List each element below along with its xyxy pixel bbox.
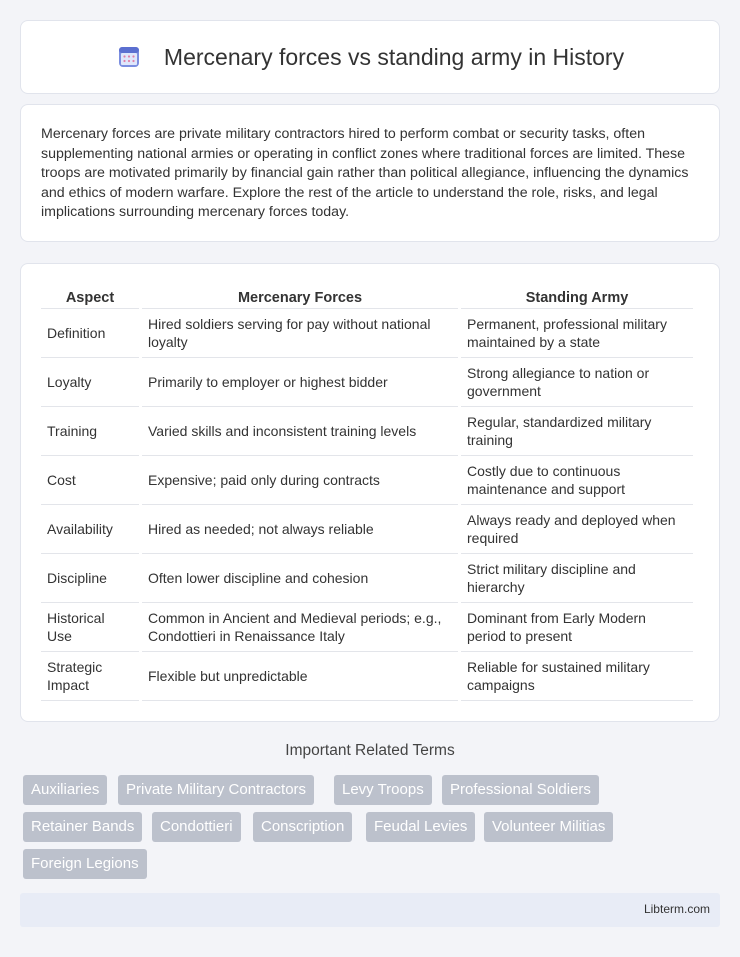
comparison-table-card xyxy=(20,263,720,722)
cell-aspect: Historical Use xyxy=(41,603,139,652)
cell-standing-army: Costly due to continuous maintenance and support xyxy=(461,456,693,505)
column-header-mercenary-forces: Mercenary Forces xyxy=(142,284,458,309)
column-header-standing-army: Standing Army xyxy=(461,284,693,309)
table-row xyxy=(41,456,693,505)
related-term-tag[interactable]: Levy Troops xyxy=(334,775,432,805)
related-term-tag[interactable]: Retainer Bands xyxy=(23,812,142,842)
table-row xyxy=(41,309,693,358)
table-row xyxy=(41,505,693,554)
table-row xyxy=(41,603,693,652)
table-header-row xyxy=(41,284,693,309)
column-header-aspect: Aspect xyxy=(41,284,139,309)
table-row xyxy=(41,554,693,603)
cell-aspect: Availability xyxy=(41,505,139,554)
cell-mercenary-forces: Common in Ancient and Medieval periods; e.g., Condottieri in Renaissance Italy xyxy=(142,603,458,652)
page-title: Mercenary forces vs standing army in History xyxy=(163,43,625,70)
cell-standing-army: Reliable for sustained military campaigns xyxy=(461,652,693,701)
cell-aspect: Loyalty xyxy=(41,358,139,407)
related-terms-heading: Important Related Terms xyxy=(285,742,455,759)
cell-aspect: Discipline xyxy=(41,554,139,603)
related-term-tag[interactable]: Professional Soldiers xyxy=(442,775,599,805)
intro-card xyxy=(20,104,720,242)
cell-standing-army: Strong allegiance to nation or government xyxy=(461,358,693,407)
title-card xyxy=(20,20,720,94)
cell-mercenary-forces: Primarily to employer or highest bidder xyxy=(142,358,458,407)
cell-mercenary-forces: Varied skills and inconsistent training levels xyxy=(142,407,458,456)
calendar-icon xyxy=(116,44,142,70)
related-term-tag[interactable]: Feudal Levies xyxy=(366,812,475,842)
cell-standing-army: Dominant from Early Modern period to present xyxy=(461,603,693,652)
cell-standing-army: Regular, standardized military training xyxy=(461,407,693,456)
cell-aspect: Cost xyxy=(41,456,139,505)
table-row xyxy=(41,358,693,407)
intro-paragraph: Mercenary forces are private military contractors hired to perform combat or security tasks, often supplementing national armies or operating in conflict zones where traditional forces are limited. These troops are motivated primarily by financial gain rather than political allegiance, influencing the dynamics and ethics of modern warfare. Explore the rest of the article to understand the role, risks, and legal implications surrounding mercenary forces today. xyxy=(41,126,689,221)
table-row xyxy=(41,407,693,456)
cell-aspect: Strategic Impact xyxy=(41,652,139,701)
comparison-table xyxy=(38,284,696,701)
related-term-tag[interactable]: Private Military Contractors xyxy=(118,775,314,805)
table-row xyxy=(41,652,693,701)
cell-standing-army: Always ready and deployed when required xyxy=(461,505,693,554)
related-term-tag[interactable]: Condottieri xyxy=(152,812,241,842)
cell-mercenary-forces: Flexible but unpredictable xyxy=(142,652,458,701)
cell-standing-army: Strict military discipline and hierarchy xyxy=(461,554,693,603)
cell-aspect: Training xyxy=(41,407,139,456)
footer-bar xyxy=(20,893,720,927)
cell-mercenary-forces: Often lower discipline and cohesion xyxy=(142,554,458,603)
cell-mercenary-forces: Hired soldiers serving for pay without national loyalty xyxy=(142,309,458,358)
cell-aspect: Definition xyxy=(41,309,139,358)
related-term-tag[interactable]: Auxiliaries xyxy=(23,775,107,805)
related-term-tag[interactable]: Conscription xyxy=(253,812,352,842)
footer-site-link[interactable]: Libterm.com xyxy=(643,902,710,916)
cell-mercenary-forces: Expensive; paid only during contracts xyxy=(142,456,458,505)
related-term-tag[interactable]: Volunteer Militias xyxy=(484,812,613,842)
related-term-tag[interactable]: Foreign Legions xyxy=(23,849,147,879)
cell-standing-army: Permanent, professional military maintained by a state xyxy=(461,309,693,358)
cell-mercenary-forces: Hired as needed; not always reliable xyxy=(142,505,458,554)
